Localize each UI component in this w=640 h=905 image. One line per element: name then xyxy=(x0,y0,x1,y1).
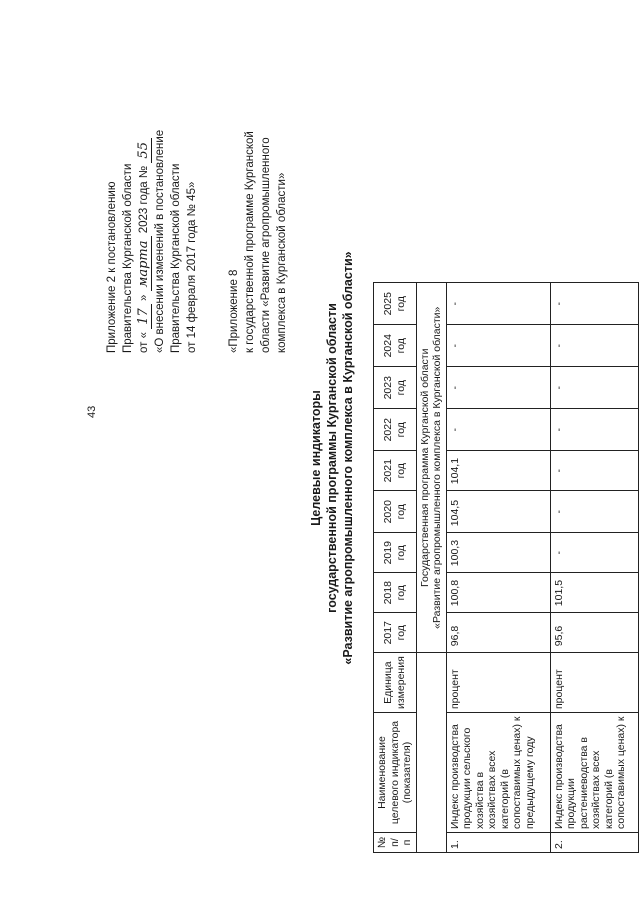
appendix-2-line1: Приложение 2 к постановлению xyxy=(106,181,118,353)
row-value: 100,8 xyxy=(446,573,550,613)
row-unit: процент xyxy=(550,653,638,713)
row-unit: процент xyxy=(446,653,550,713)
page-number: 43 xyxy=(86,405,98,418)
header-year: 2021 год xyxy=(374,451,417,491)
row-no: 2. xyxy=(550,833,638,853)
appendix-8-line3: области «Развитие агропромышленного xyxy=(260,137,272,353)
indicators-table xyxy=(373,282,639,853)
appendix-2-date-line xyxy=(136,23,152,353)
row-value: - xyxy=(446,409,550,451)
row-value: - xyxy=(550,409,638,451)
appendix-2-header xyxy=(104,23,200,353)
header-year: 2018 год xyxy=(374,573,417,613)
row-value: - xyxy=(550,325,638,367)
row-value: 104,1 xyxy=(446,451,550,491)
appendix-8-line4: комплекса в Курганской области» xyxy=(276,172,288,353)
group-blank-cell xyxy=(416,653,446,853)
header-year: 2017 год xyxy=(374,613,417,653)
appendix-2-line4: «О внесении изменений в постановление xyxy=(154,129,166,353)
row-value: 96,8 xyxy=(446,613,550,653)
row-name: Индекс производства продукции растениеводства в хозяйствах всех категорий (в сопоставимых ценах) к xyxy=(550,713,638,833)
appendix-2-line5: Правительства Курганской области xyxy=(170,163,182,353)
row-value: 104,5 xyxy=(446,491,550,533)
handwritten-month: марта xyxy=(136,236,152,291)
group-header-cell xyxy=(416,283,446,653)
appendix-8-line1: «Приложение 8 xyxy=(228,269,240,353)
row-value: - xyxy=(550,491,638,533)
date-prefix: от « xyxy=(138,331,150,353)
header-year: 2023 год xyxy=(374,367,417,409)
appendix-2-line2: Правительства Курганской области xyxy=(122,163,134,353)
appendix-8-header xyxy=(226,23,290,353)
row-name: Индекс производства продукции сельского хозяйства в хозяйствах всех категорий (в сопоставимых ценах) к предыдущему году xyxy=(446,713,550,833)
title-line1: Целевые индикаторы xyxy=(309,390,323,526)
title-line3: «Развитие агропромышленного комплекса в Курганской области» xyxy=(341,251,355,665)
header-year: 2020 год xyxy=(374,491,417,533)
appendix-2-line6: от 14 февраля 2017 года № 45» xyxy=(186,181,198,353)
row-value: - xyxy=(550,533,638,573)
handwritten-number: 55 xyxy=(136,138,152,163)
document-title xyxy=(308,158,356,758)
header-year: 2024 год xyxy=(374,325,417,367)
date-year: 2023 года № xyxy=(138,165,150,234)
rotated-document-page xyxy=(8,18,628,878)
row-value: - xyxy=(550,451,638,491)
header-no: № п/п xyxy=(374,833,417,853)
table-row xyxy=(446,283,550,853)
header-year: 2025 год xyxy=(374,283,417,325)
header-unit: Единица измерения xyxy=(374,653,417,713)
row-value: - xyxy=(550,367,638,409)
row-value: - xyxy=(550,283,638,325)
group-header-line2: «Развитие агропромышленного комплекса в Курганской области» xyxy=(431,306,443,629)
date-mid: » xyxy=(138,294,150,302)
row-no: 1. xyxy=(446,833,550,853)
header-year: 2019 год xyxy=(374,533,417,573)
header-name: Наименование целевого индикатора (показателя) xyxy=(374,713,417,833)
row-value: 95,6 xyxy=(550,613,638,653)
appendix-8-line2: к государственной программе Курганской xyxy=(244,131,256,353)
row-value: - xyxy=(446,367,550,409)
table-row xyxy=(550,283,638,853)
row-value: - xyxy=(446,283,550,325)
group-header-line1: Государственная программа Курганской области xyxy=(418,348,431,587)
table-header-row xyxy=(374,283,417,853)
row-value: - xyxy=(446,325,550,367)
group-header-row xyxy=(416,283,446,853)
handwritten-day: 17 xyxy=(136,304,152,329)
row-value: 101,5 xyxy=(550,573,638,613)
row-value: 100,3 xyxy=(446,533,550,573)
title-line2: государственной программы Курганской области xyxy=(325,303,339,613)
header-year: 2022 год xyxy=(374,409,417,451)
